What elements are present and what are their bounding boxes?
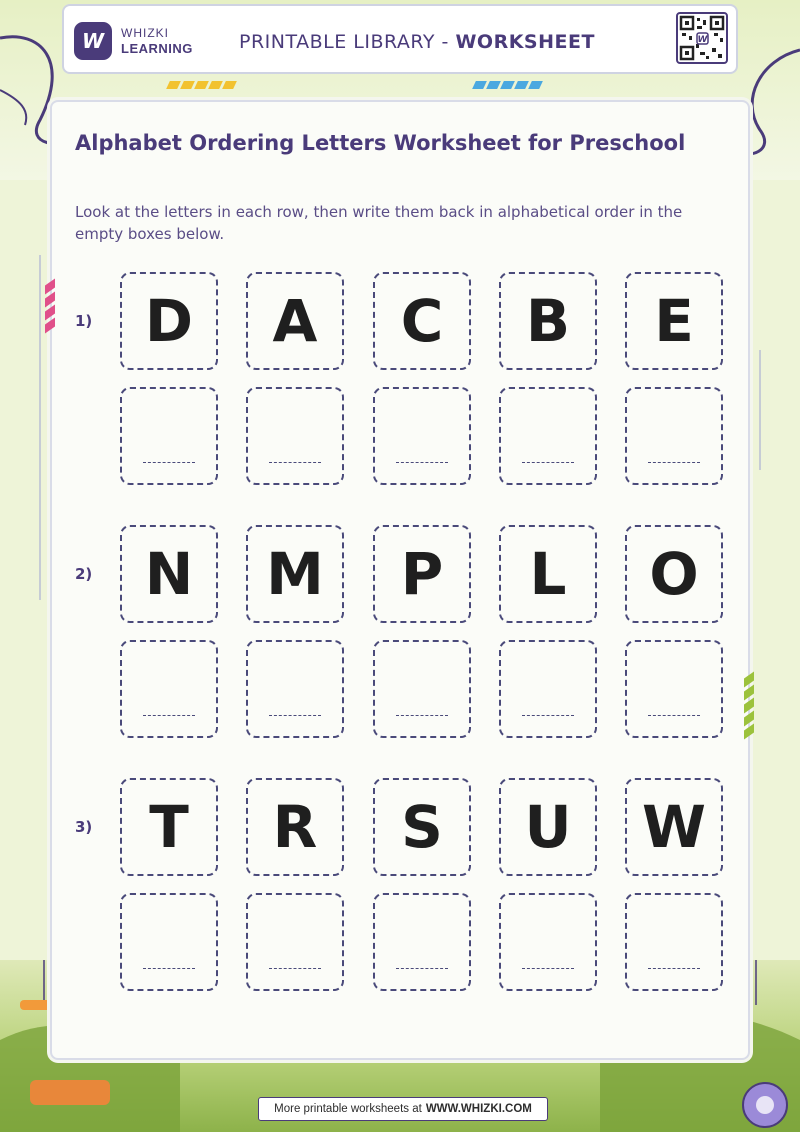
letter: S <box>401 793 443 861</box>
header-title-prefix: PRINTABLE LIBRARY - <box>239 31 456 53</box>
answer-line <box>269 462 321 463</box>
letter: N <box>144 540 194 608</box>
answer-box[interactable] <box>246 387 344 485</box>
green-side-stripes <box>744 675 754 736</box>
letter: U <box>524 793 572 861</box>
yellow-stripes <box>168 81 235 90</box>
letter-box <box>373 778 471 876</box>
worksheet-instructions: Look at the letters in each row, then write them back in alphabetical order in the empty boxes below. <box>75 203 683 243</box>
answer-box[interactable] <box>120 640 218 738</box>
answer-line <box>522 968 574 969</box>
letter: T <box>149 793 189 861</box>
letter-box <box>625 525 723 623</box>
answer-line <box>269 715 321 716</box>
logo-wordmark <box>121 26 193 56</box>
logo-letter: W <box>81 29 105 53</box>
answer-line <box>648 715 700 716</box>
letter-box <box>246 525 344 623</box>
answer-line <box>522 715 574 716</box>
letter-box <box>120 525 218 623</box>
letter: P <box>400 540 444 608</box>
answer-line <box>143 715 195 716</box>
letter-box <box>499 778 597 876</box>
letter-box <box>625 778 723 876</box>
answer-line <box>143 462 195 463</box>
answer-box[interactable] <box>120 387 218 485</box>
answer-box[interactable] <box>625 387 723 485</box>
answer-line <box>648 968 700 969</box>
answer-line <box>269 968 321 969</box>
answer-box[interactable] <box>499 893 597 991</box>
letter-box <box>373 525 471 623</box>
answer-box[interactable] <box>373 640 471 738</box>
letter-box <box>246 778 344 876</box>
answer-box[interactable] <box>373 893 471 991</box>
pink-side-stripes <box>45 282 55 330</box>
logo-line-2: LEARNING <box>121 41 193 56</box>
svg-text:W: W <box>697 35 708 45</box>
answer-box[interactable] <box>625 893 723 991</box>
qr-code-icon <box>676 12 728 64</box>
row-number: 2) <box>75 565 93 583</box>
header-title-bold: WORKSHEET <box>455 31 595 53</box>
row-number: 3) <box>75 818 93 836</box>
whizki-logo[interactable] <box>74 22 112 60</box>
letter: L <box>529 540 567 608</box>
answer-line <box>648 462 700 463</box>
header-title <box>239 31 595 53</box>
letter-box <box>246 272 344 370</box>
letter-box <box>499 525 597 623</box>
letter: M <box>266 540 324 608</box>
letter: W <box>642 793 706 861</box>
footer-text: More printable worksheets at <box>274 1103 422 1115</box>
answer-box[interactable] <box>499 387 597 485</box>
answer-line <box>396 715 448 716</box>
logo-line-1: WHIZKI <box>121 26 169 40</box>
answer-box[interactable] <box>373 387 471 485</box>
letter: D <box>144 287 194 355</box>
answer-box[interactable] <box>499 640 597 738</box>
letter-box <box>625 272 723 370</box>
letter: C <box>400 287 444 355</box>
answer-box[interactable] <box>625 640 723 738</box>
letter-box <box>499 272 597 370</box>
letter: E <box>654 287 694 355</box>
answer-box[interactable] <box>246 640 344 738</box>
answer-line <box>522 462 574 463</box>
letter-box <box>373 272 471 370</box>
worksheet-title: Alphabet Ordering Letters Worksheet for Preschool <box>75 131 686 155</box>
letter-box <box>120 272 218 370</box>
answer-box[interactable] <box>246 893 344 991</box>
answer-line <box>143 968 195 969</box>
answer-line <box>396 968 448 969</box>
footer-banner <box>258 1097 548 1121</box>
letter: A <box>272 287 318 355</box>
footer-link[interactable]: WWW.WHIZKI.COM <box>425 1103 532 1115</box>
letter: O <box>649 540 699 608</box>
answer-box[interactable] <box>120 893 218 991</box>
letter: R <box>272 793 318 861</box>
letter: B <box>525 287 571 355</box>
letter-box <box>120 778 218 876</box>
blue-stripes <box>474 81 541 90</box>
answer-line <box>396 462 448 463</box>
row-number: 1) <box>75 312 93 330</box>
